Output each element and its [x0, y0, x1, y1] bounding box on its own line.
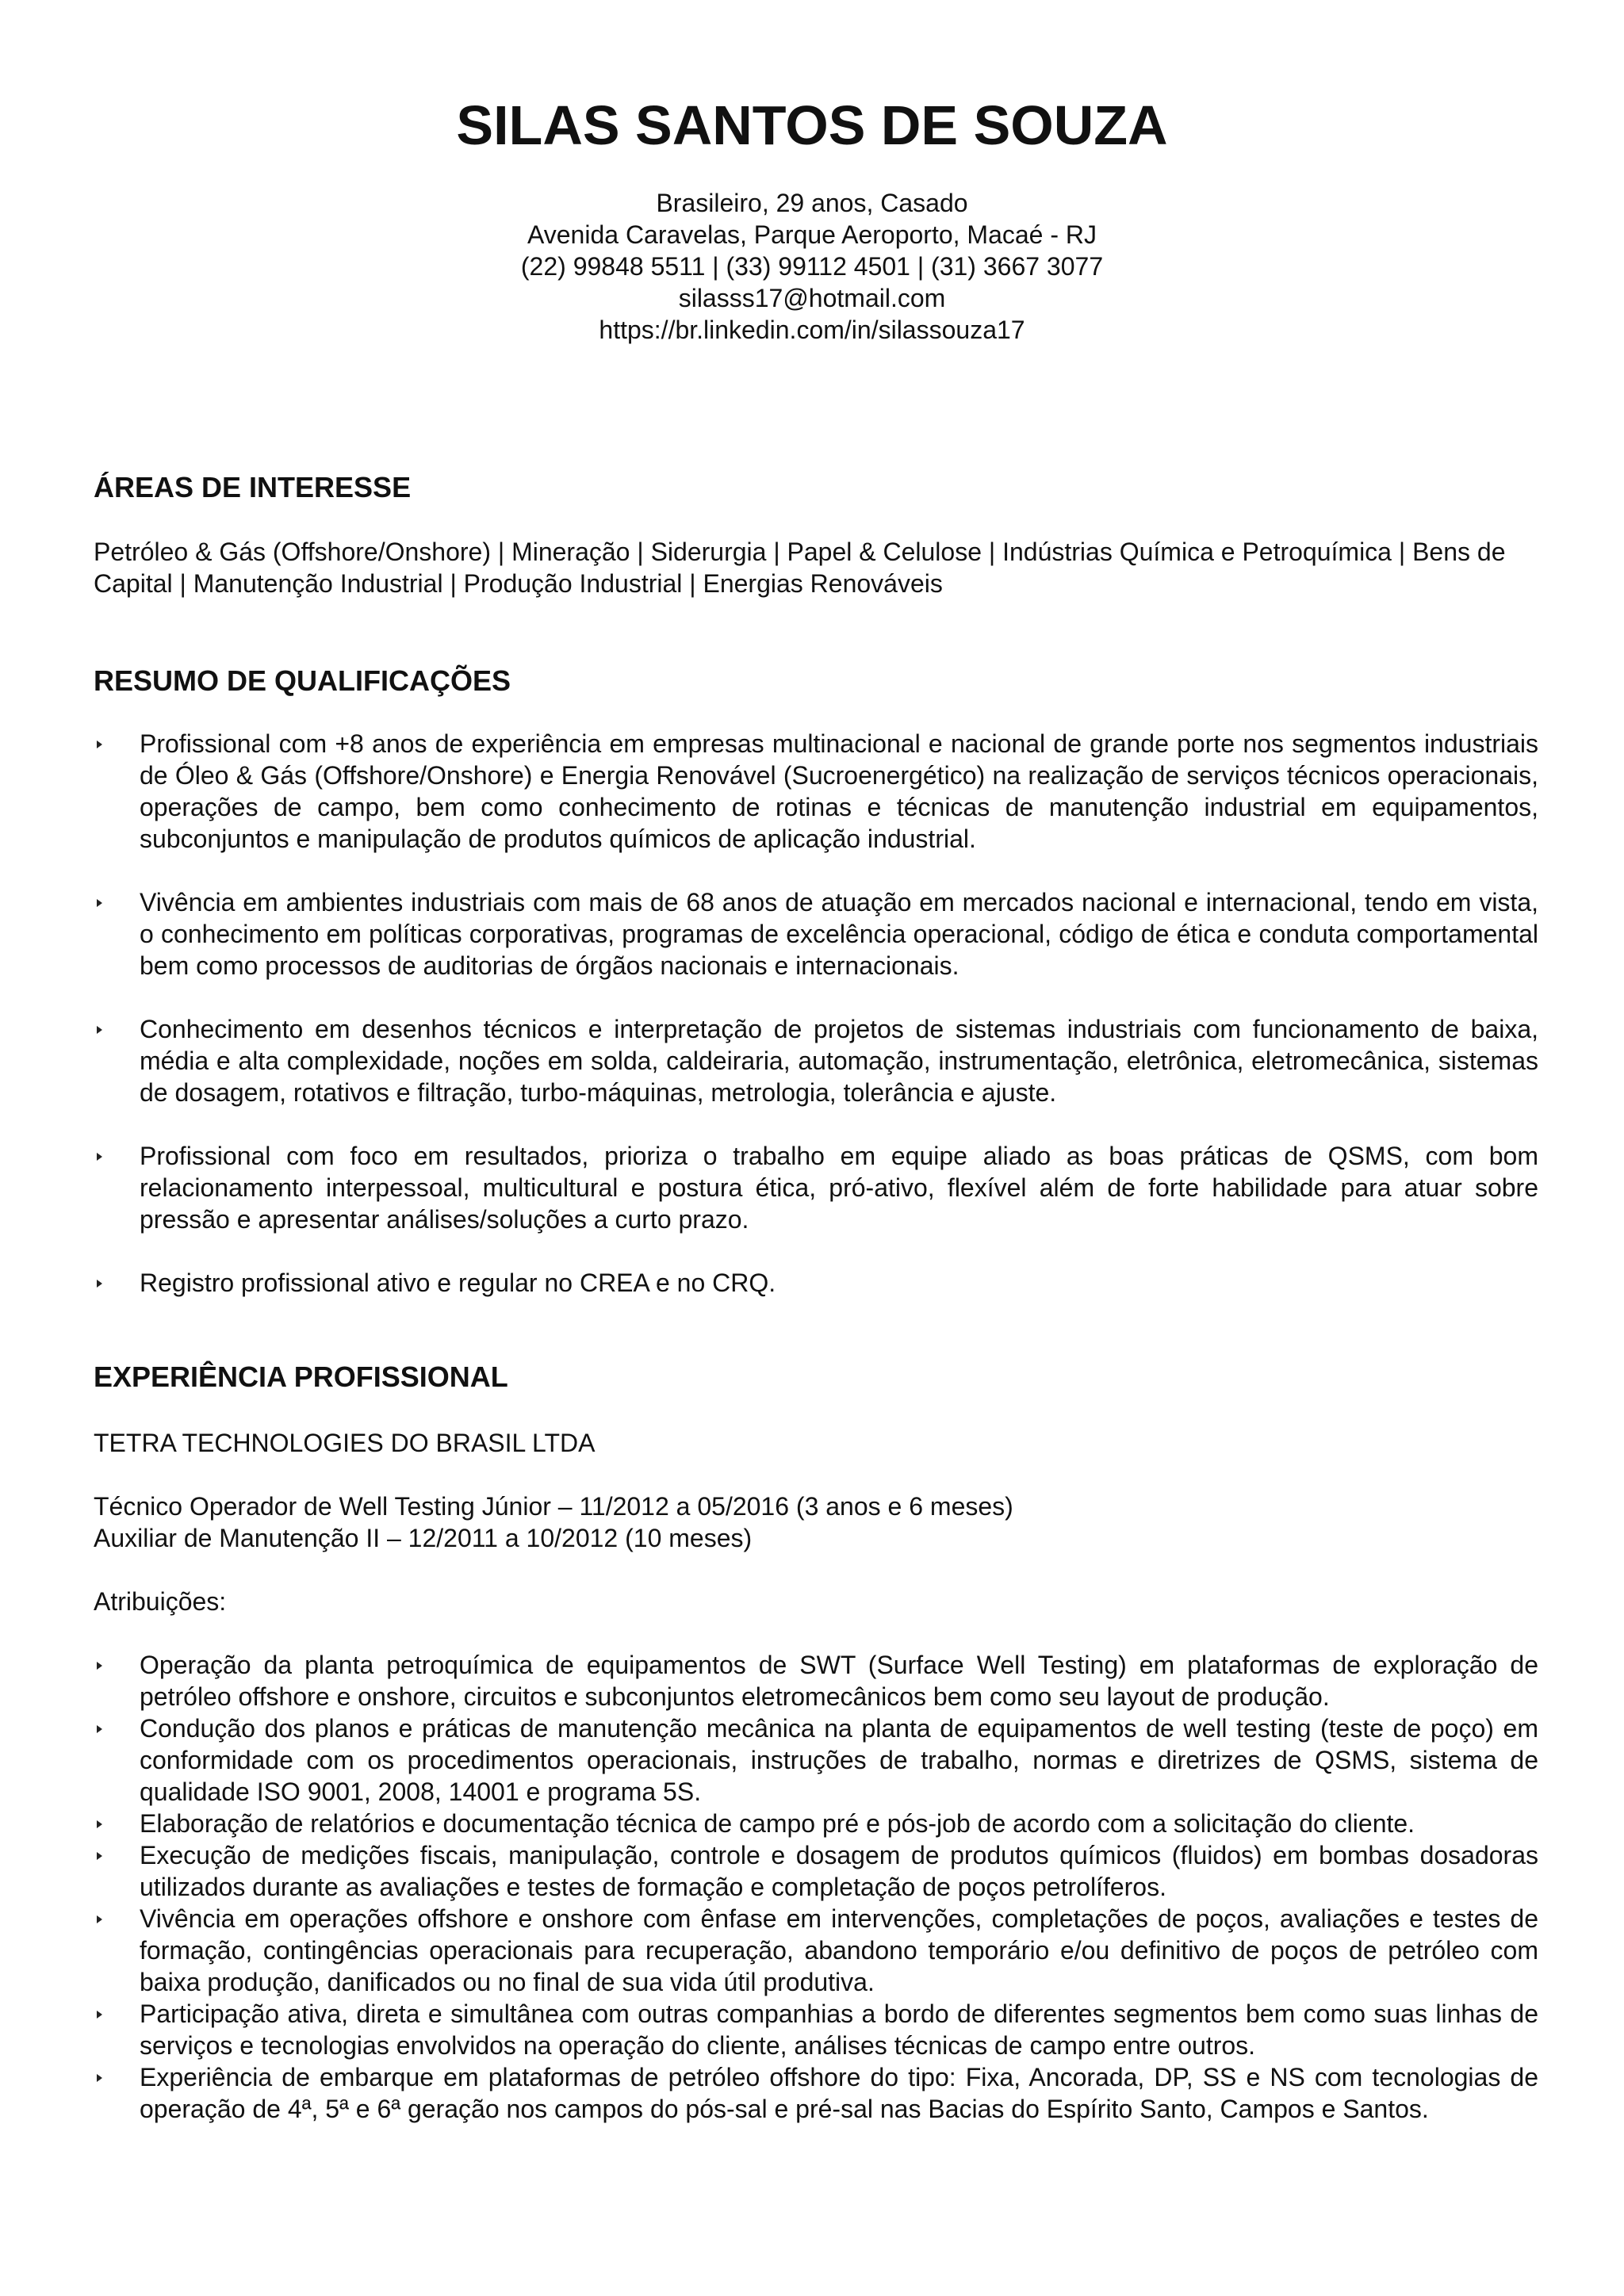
list-item: Elaboração de relatórios e documentação técnica de campo pré e pós-job de acordo com a solicitação do cliente.	[94, 1808, 1538, 1839]
role-2: Auxiliar de Manutenção II – 12/2011 a 10/2012 (10 meses)	[94, 1524, 753, 1552]
list-item: Conhecimento em desenhos técnicos e interpretação de projetos de sistemas industriais com funcionamento de baixa, média e alta complexidade, noções em solda, caldeiraria, automação, instrumentação, eletrônica, eletromecânica, sistemas de dosagem, rotativos e filtração, turbo-máquinas, metrologia, tolerância e ajuste.	[94, 1013, 1538, 1108]
list-item: Execução de medições fiscais, manipulação, controle e dosagem de produtos químicos (fluidos) em bombas dosadoras utilizados durante as avaliações e testes de formação e completação de poços petrolíferos.	[94, 1839, 1538, 1903]
atribuicoes-label: Atribuições:	[94, 1587, 227, 1616]
list-item: Registro profissional ativo e regular no CREA e no CRQ.	[94, 1267, 1538, 1299]
address: Avenida Caravelas, Parque Aeroporto, Macaé - RJ	[527, 220, 1097, 249]
list-item: Profissional com foco em resultados, prioriza o trabalho em equipe aliado as boas práticas de QSMS, com bom relacionamento interpessoal, multicultural e postura ética, pró-ativo, flexível além de forte habilidade para atuar sobre pressão e apresentar análises/soluções a curto prazo.	[94, 1140, 1538, 1235]
phone-numbers: (22) 99848 5511 | (33) 99112 4501 | (31) 3667 3077	[520, 252, 1104, 281]
linkedin-url: https://br.linkedin.com/in/silassouza17	[599, 316, 1025, 344]
areas-text: Petróleo & Gás (Offshore/Onshore) | Mineração | Siderurgia | Papel & Celulose | Indústrias Química e Petroquímica | Bens de Capital | Manutenção Industrial | Produção Industrial | Energias Renováveis	[94, 538, 1506, 598]
bullet-arrow-icon	[94, 2061, 109, 2093]
bullet-arrow-icon	[94, 728, 109, 760]
company-name: TETRA TECHNOLOGIES DO BRASIL LTDA	[94, 1429, 596, 1457]
role-1: Técnico Operador de Well Testing Júnior – 11/2012 a 05/2016 (3 anos e 6 meses)	[94, 1492, 1013, 1521]
list-item: Participação ativa, direta e simultânea com outras companhias a bordo de diferentes segmentos bem como suas linhas de serviços e tecnologias envolvidos na operação do cliente, análises técnicas de campo entre outros.	[94, 1998, 1538, 2061]
list-item: Condução dos planos e práticas de manutenção mecânica na planta de equipamentos de well testing (teste de poço) em conformidade com os procedimentos operacionais, instruções de trabalho, normas e diretrizes de QSMS, sistema de qualidade ISO 9001, 2008, 14001 e programa 5S.	[94, 1712, 1538, 1808]
bullet-arrow-icon	[94, 1013, 109, 1045]
resumo-heading: RESUMO DE QUALIFICAÇÕES	[94, 664, 511, 697]
bullet-arrow-icon	[94, 1808, 109, 1839]
resumo-list	[94, 728, 1538, 1330]
bullet-arrow-icon	[94, 1712, 109, 1744]
areas-heading: ÁREAS DE INTERESSE	[94, 471, 412, 503]
bullet-arrow-icon	[94, 1267, 109, 1299]
personal-info: Brasileiro, 29 anos, Casado	[656, 189, 968, 217]
bullet-arrow-icon	[94, 1839, 109, 1871]
bullet-arrow-icon	[94, 886, 109, 918]
list-item: Experiência de embarque em plataformas de petróleo offshore do tipo: Fixa, Ancorada, DP, SS e NS com tecnologias de operação de 4ª, 5ª e 6ª geração nos campos do pós-sal e pré-sal nas Bacias do Espírito Santo, Campos e Santos.	[94, 2061, 1538, 2125]
list-item: Vivência em operações offshore e onshore com ênfase em intervenções, completações de poços, avaliações e testes de formação, contingências operacionais para recuperação, abandono temporário e/ou definitivo de poços de petróleo com baixa produção, danificados ou no final de sua vida útil produtiva.	[94, 1903, 1538, 1998]
bullet-arrow-icon	[94, 1140, 109, 1172]
list-item: Operação da planta petroquímica de equipamentos de SWT (Surface Well Testing) em plataformas de exploração de petróleo offshore e onshore, circuitos e subconjuntos eletromecânicos bem como seu layout de produção.	[94, 1649, 1538, 1712]
list-item: Profissional com +8 anos de experiência em empresas multinacional e nacional de grande porte nos segmentos industriais de Óleo & Gás (Offshore/Onshore) e Energia Renovável (Sucroenergético) na realização de serviços técnicos operacionais, operações de campo, bem como conhecimento de rotinas e técnicas de manutenção industrial em equipamentos, subconjuntos e manipulação de produtos químicos de aplicação industrial.	[94, 728, 1538, 855]
email: silasss17@hotmail.com	[678, 284, 946, 312]
bullet-arrow-icon	[94, 1649, 109, 1681]
candidate-name: SILAS SANTOS DE SOUZA	[456, 94, 1168, 156]
list-item: Vivência em ambientes industriais com mais de 68 anos de atuação em mercados nacional e internacional, tendo em vista, o conhecimento em políticas corporativas, programas de excelência operacional, código de ética e conduta comportamental bem como processos de auditorias de órgãos nacionais e internacionais.	[94, 886, 1538, 982]
bullet-arrow-icon	[94, 1998, 109, 2030]
bullet-arrow-icon	[94, 1903, 109, 1934]
experiencia-heading: EXPERIÊNCIA PROFISSIONAL	[94, 1360, 508, 1393]
contact-block	[0, 187, 1624, 346]
atribuicoes-list	[94, 1649, 1538, 2125]
